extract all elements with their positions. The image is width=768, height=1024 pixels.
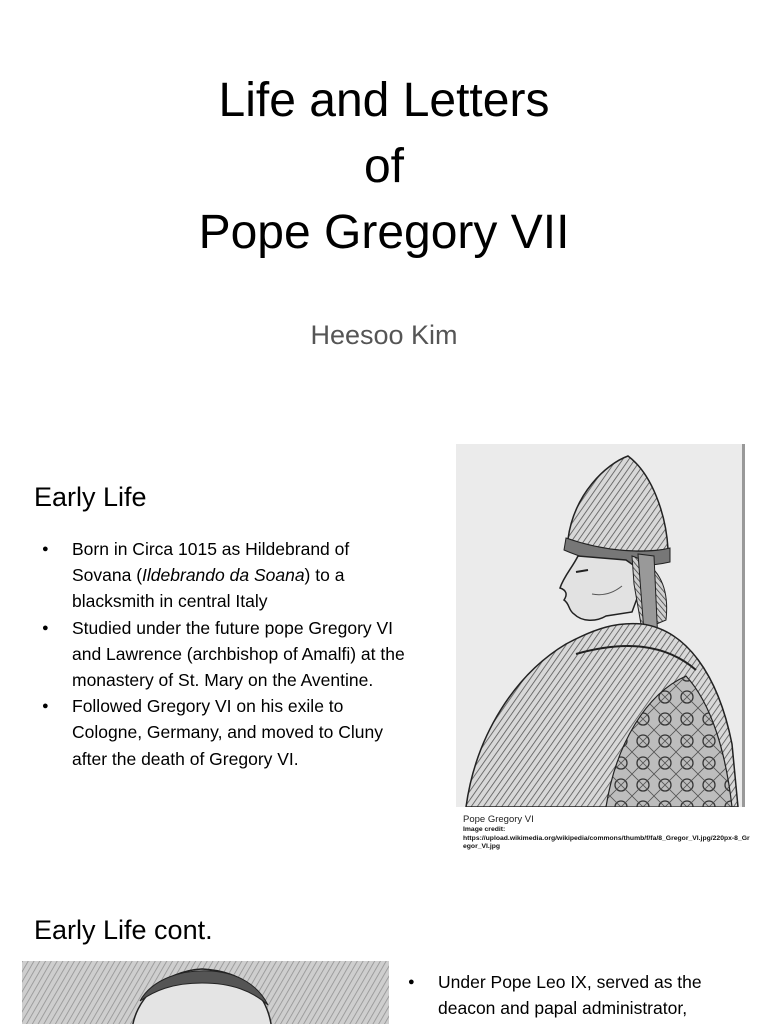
- bullet-list: [400, 969, 760, 1021]
- image-credit-url: https://upload.wikimedia.org/wikipedia/commons/thumb/f/fa/8_Gregor_VI.jpg/220px-8_Gregor_VI.jpg: [463, 834, 750, 851]
- title-line-3: Pope Gregory VII: [198, 206, 570, 259]
- bullet-text: Under Pope Leo IX, served as the deacon and papal administrator,: [438, 972, 702, 1019]
- author-name: Heesoo Kim: [310, 320, 458, 350]
- bullet-italic-text: Ildebrando da Soana: [142, 565, 305, 586]
- bullet-text: ) to a blacksmith in central Italy: [72, 565, 345, 612]
- slide-heading: Early Life: [34, 482, 147, 512]
- portrait-illustration: [22, 961, 389, 1024]
- bullet-item: [400, 969, 760, 1021]
- slide-heading: Early Life cont.: [34, 915, 213, 945]
- image-caption: Pope Gregory VI: [463, 814, 534, 825]
- image-credit-label: Image credit:: [463, 826, 506, 833]
- early-life-cont-slide: [0, 875, 768, 1024]
- bullet-text: Born in Circa 1015 as Hildebrand of Sovana (: [72, 539, 350, 586]
- image-credit: [463, 826, 753, 852]
- bullet-text: Followed Gregory VI on his exile to Cologne, Germany, and moved to Cluny after the death of Gregory VI.: [72, 696, 383, 769]
- portrait-illustration: [456, 444, 745, 807]
- portrait-image-leo: [22, 961, 389, 1024]
- bullet-item: [34, 615, 406, 694]
- title-slide: [0, 0, 768, 420]
- bullet-text: Studied under the future pope Gregory VI and Lawrence (archbishop of Amalfi) at the monastery of St. Mary on the Aventine.: [72, 617, 405, 691]
- title-line-1: Life and Letters: [218, 74, 550, 127]
- bullet-list: [34, 536, 406, 772]
- bullet-item: [34, 536, 406, 615]
- early-life-slide: [0, 420, 768, 875]
- bullet-item: [34, 693, 406, 772]
- portrait-image-gregory-vi: [456, 444, 745, 807]
- title-line-2: of: [363, 140, 405, 193]
